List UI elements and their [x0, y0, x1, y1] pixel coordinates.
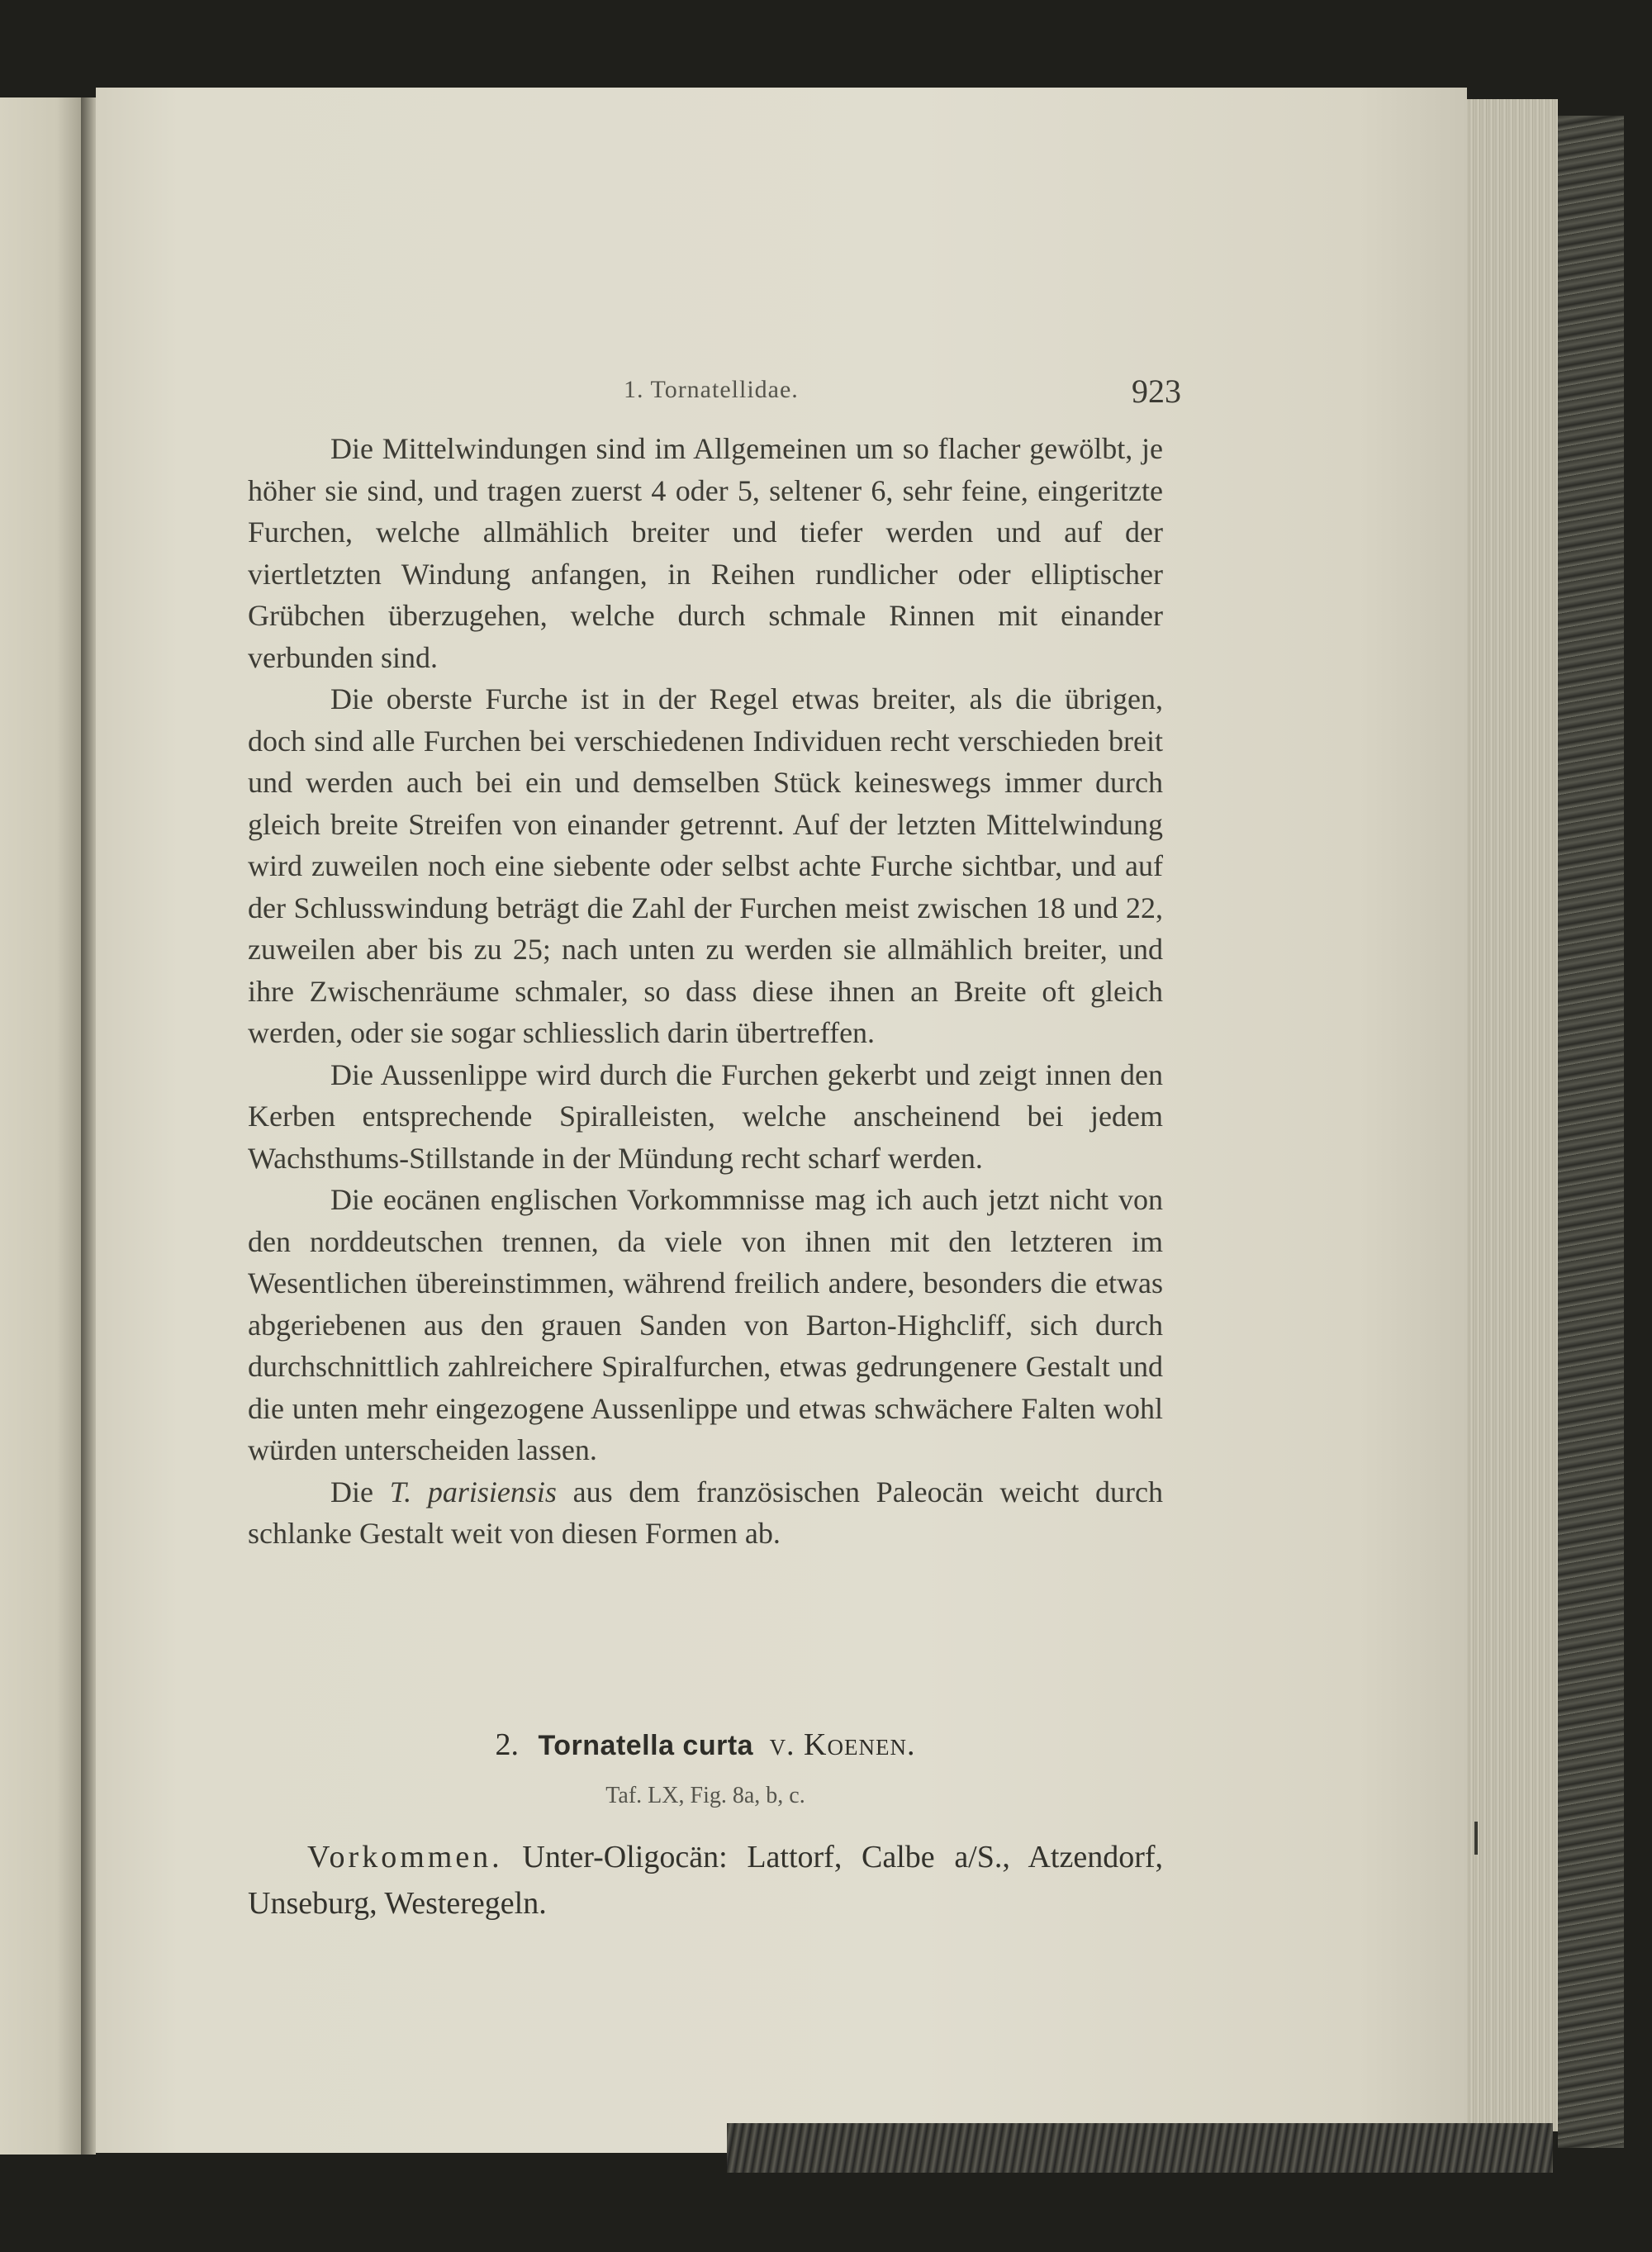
occurrence-text: Unter-Oligocän: Lattorf, Calbe a/S., Atzendorf, Unseburg, Westeregeln. [248, 1840, 1164, 1921]
book-cover-right [1558, 116, 1624, 2148]
plate-reference: Taf. LX, Fig. 8a, b, c. [605, 1783, 805, 1808]
paragraph: Die eocänen englischen Vorkommnisse mag ich auch jetzt nicht von den norddeutschen trennen, da viele von ihnen mit den letzteren im Wesentlichen übereinstimmen, während freilich andere, besonders die etwas abgeriebenen aus den grauen Sanden von Barton-Highcliff, sich durch durchschnittlich zahlreichere Spiralfurchen, etwas gedrungenere Gestalt und die unten mehr eingezogene Aussenlippe und etwas schwächere Falten wohl würden unterscheiden lassen. [248, 1183, 1163, 1466]
paragraph: Die Aussenlippe wird durch die Furchen gekerbt und zeigt innen den Kerben entsprechende Spiralleisten, welche anscheinend bei jedem Wachsthums-Stillstande in der Mündung recht scharf werden. [248, 1057, 1163, 1175]
book-cover-bottom [727, 2123, 1553, 2173]
body-text [248, 428, 1163, 1555]
species-number: 2. [495, 1727, 520, 1762]
paragraph [248, 1471, 1163, 1555]
paragraph: Die oberste Furche ist in der Regel etwas breiter, als die übrigen, doch sind alle Furchen bei verschiedenen Individuen recht verschieden breit und werden auch bei ein und demselben Stück keineswegs immer durch gleich breite Streifen von einander getrennt. Auf der letzten Mittelwindung wird zuweilen noch eine siebente oder selbst achte Furche sichtbar, und auf der Schlusswindung beträgt die Zahl der Furchen meist zwischen 18 und 22, zuweilen aber bis zu 25; nach unten zu werden sie allmählich breiter, und ihre Zwischenräume schmaler, so dass diese ihnen an Breite oft gleich werden, oder sie sogar schliesslich darin übertreffen. [248, 682, 1163, 1049]
left-page-edge [0, 97, 81, 2155]
paragraph-rest: aus dem französischen Paleocän weicht durch schlanke Gestalt weit von diesen Formen ab. [248, 1475, 1164, 1550]
page-mark [1474, 1822, 1478, 1855]
book-gutter [81, 97, 96, 2155]
page-stack-edge [1467, 99, 1558, 2131]
page-number: 923 [1132, 373, 1181, 410]
species-author: v. Koenen. [769, 1727, 916, 1762]
species-heading [248, 1727, 1163, 1763]
paragraph: Die Mittelwindungen sind im Allgemeinen um so flacher gewölbt, je höher sie sind, und tragen zuerst 4 oder 5, seltener 6, sehr feine, eingeritzte Furchen, welche allmählich breiter und tiefer werden und auf der viertletzten Windung anfangen, in Reihen rundlicher oder elliptischer Grübchen überzugehen, welche durch schmale Rinnen mit einander verbunden sind. [248, 432, 1163, 674]
paragraph-start: Die [330, 1475, 373, 1508]
occurrence-line [248, 1834, 1163, 1927]
species-name: Tornatella curta [538, 1730, 754, 1761]
species-reference: T. parisiensis [389, 1475, 557, 1508]
occurrence-label: Vorkommen. [307, 1840, 503, 1874]
running-head: 1. Tornatellidae. [624, 376, 799, 403]
